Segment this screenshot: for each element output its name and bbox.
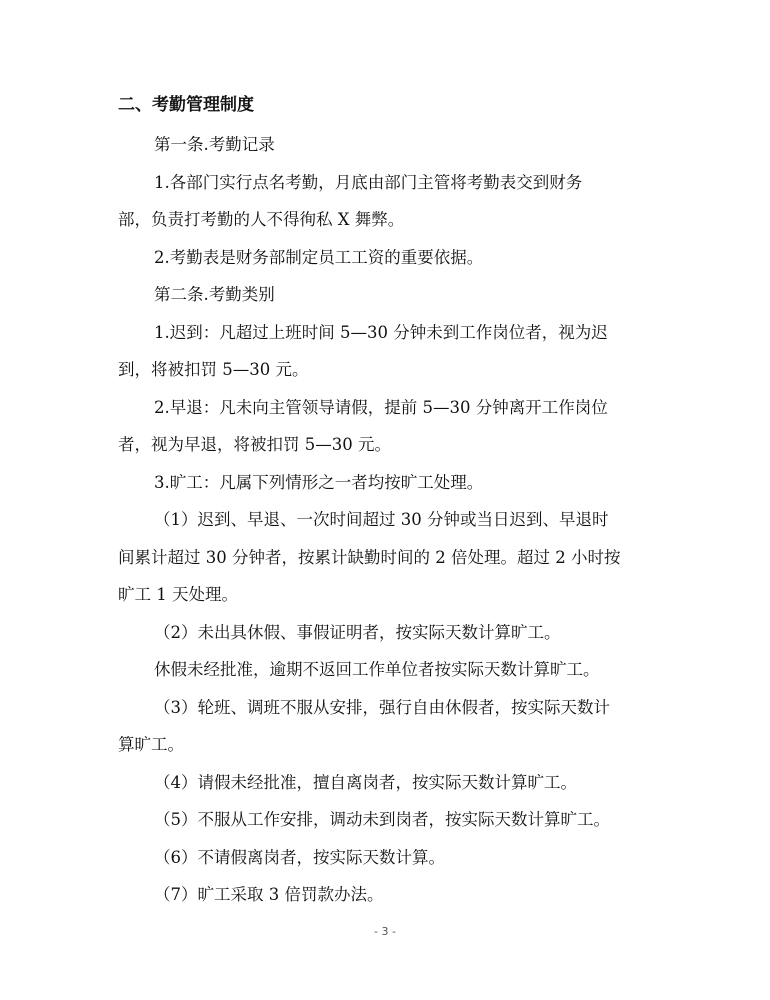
paragraph-continuation-line: 者，视为早退，将被扣罚 5—30 元。 — [118, 435, 391, 454]
paragraph-continuation-line: 旷工 1 天处理。 — [118, 585, 238, 604]
paragraph-line: 3.旷工：凡属下列情形之一者均按旷工处理。 — [154, 472, 484, 492]
paragraph-line: （6）不请假离岗者，按实际天数计算。 — [154, 847, 445, 867]
paragraph — [118, 876, 658, 914]
paragraph — [118, 764, 658, 802]
paragraph — [118, 801, 658, 839]
section-heading: 二、考勤管理制度 — [118, 95, 254, 115]
paragraph-line: 1.迟到：凡超过上班时间 5—30 分钟未到工作岗位者，视为迟 — [154, 322, 608, 342]
paragraph — [118, 464, 658, 502]
document-body — [118, 88, 658, 914]
paragraph-line: 第一条.考勤记录 — [154, 135, 275, 154]
paragraph — [118, 651, 658, 689]
paragraph-list — [118, 126, 658, 914]
paragraph — [118, 614, 658, 652]
paragraph-line: （2）未出具休假、事假证明者，按实际天数计算旷工。 — [154, 622, 561, 642]
paragraph-line: （1）迟到、早退、一次时间超过 30 分钟或当日迟到、早退时 — [154, 510, 609, 529]
paragraph-line: 2.考勤表是财务部制定员工工资的重要依据。 — [154, 247, 484, 267]
paragraph-line: 休假未经批准，逾期不返回工作单位者按实际天数计算旷工。 — [154, 660, 600, 679]
paragraph — [118, 839, 658, 877]
paragraph-line: 2.早退：凡未向主管领导请假，提前 5—30 分钟离开工作岗位 — [154, 397, 608, 417]
paragraph — [118, 389, 658, 464]
paragraph-line: （5）不服从工作安排，调动未到岗者，按实际天数计算旷工。 — [154, 810, 610, 829]
paragraph-continuation-line: 算旷工。 — [118, 735, 184, 754]
paragraph-continuation-line: 到，将被扣罚 5—30 元。 — [118, 360, 309, 379]
page-number: - 3 - — [374, 925, 396, 938]
paragraph — [118, 501, 658, 614]
paragraph-line: 1.各部门实行点名考勤，月底由部门主管将考勤表交到财务 — [154, 172, 583, 192]
paragraph-line: （3）轮班、调班不服从安排，强行自由休假者，按实际天数计 — [154, 697, 610, 717]
paragraph-line: （4）请假未经批准，擅自离岗者，按实际天数计算旷工。 — [154, 772, 577, 792]
paragraph-line: 第二条.考勤类别 — [154, 285, 275, 304]
paragraph — [118, 314, 658, 389]
paragraph — [118, 126, 658, 164]
paragraph — [118, 239, 658, 277]
paragraph-continuation-line: 部，负责打考勤的人不得徇私 X 舞弊。 — [118, 210, 405, 229]
paragraph-continuation-line: 间累计超过 30 分钟者，按累计缺勤时间的 2 倍处理。超过 2 小时按 — [118, 547, 621, 567]
paragraph-line: （7）旷工采取 3 倍罚款办法。 — [154, 885, 384, 904]
paragraph — [118, 276, 658, 314]
paragraph — [118, 164, 658, 239]
paragraph — [118, 689, 658, 764]
